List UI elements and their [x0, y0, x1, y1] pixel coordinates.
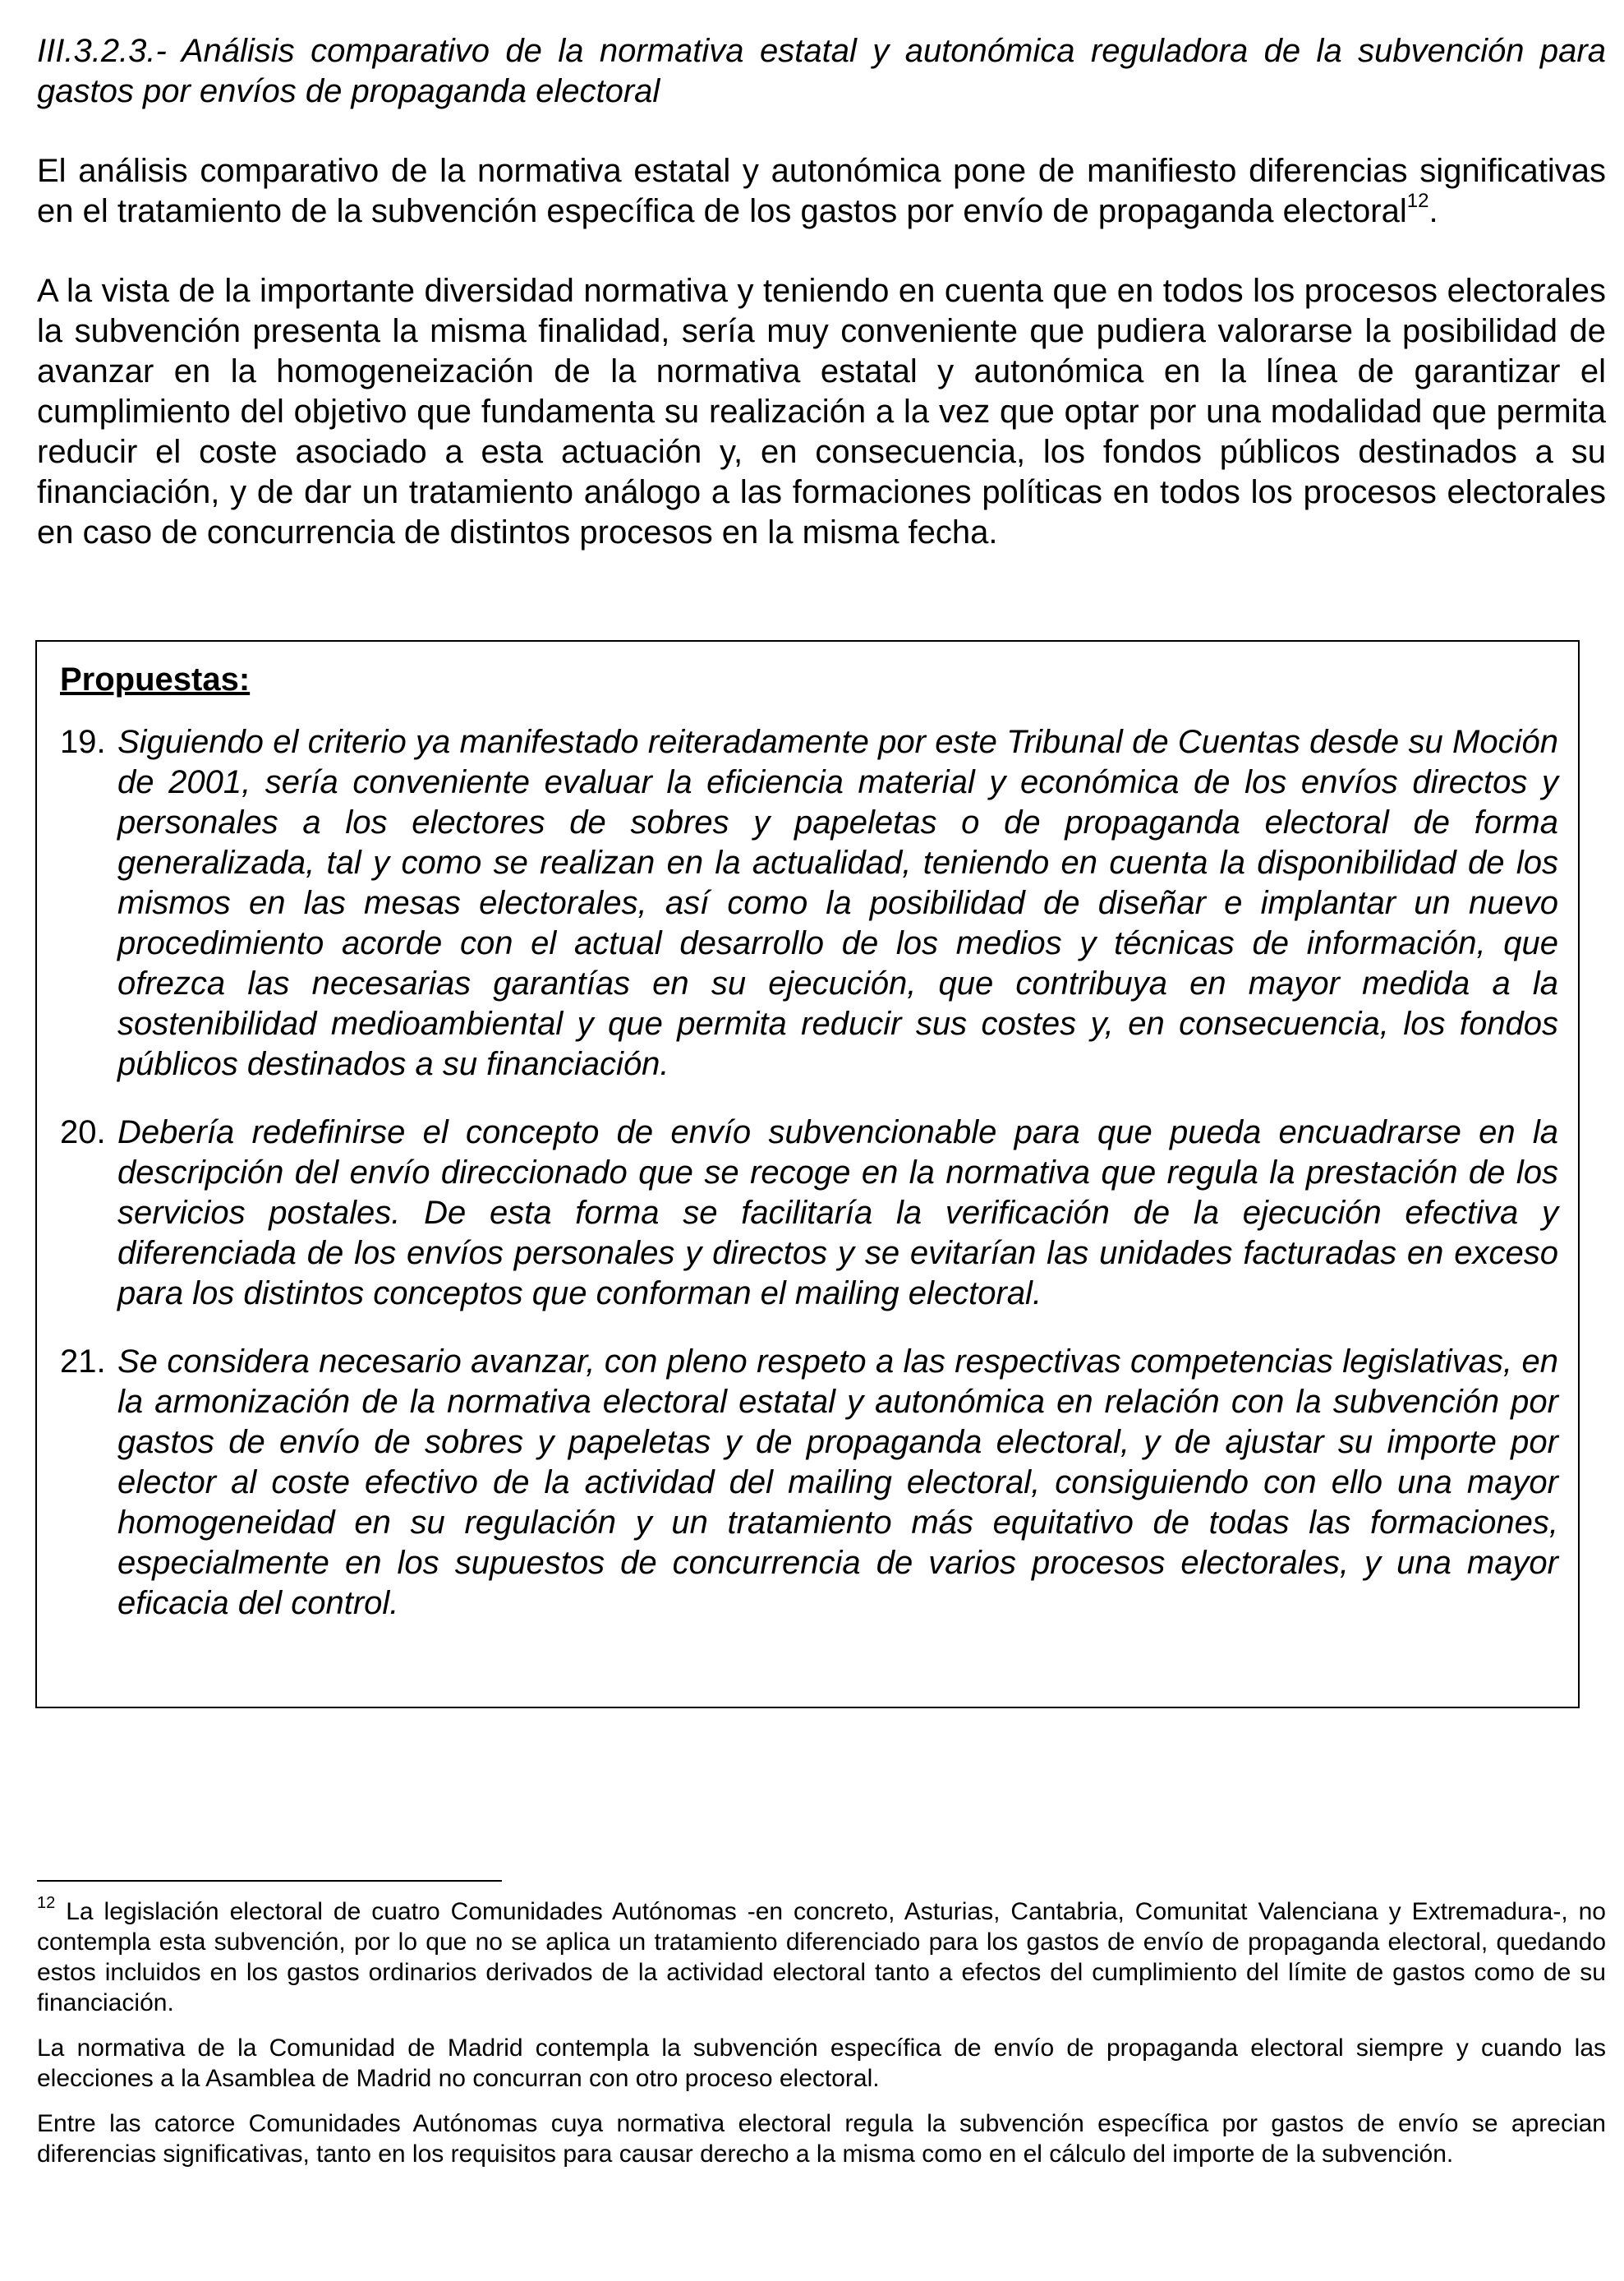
proposal-number: 19.	[60, 724, 106, 760]
paragraph-2: A la vista de la importante diversidad normativa y teniendo en cuenta que en todos los procesos electorales la subvención presenta la misma finalidad, sería muy conveniente que pudiera valorarse la posibilidad de avanzar en la homogeneización de la normativa estatal y autonómica en la línea de garantizar el cumplimiento del objetivo que fundamenta su realización a la vez que optar por una modalidad que permita reducir el coste asociado a esta actuación y, en consecuencia, los fondos públicos destinados a su financiación, y de dar un tratamiento análogo a las formaciones políticas en todos los procesos electorales en caso de concurrencia de distintos procesos en la misma fecha.	[37, 273, 1606, 551]
proposal-text: Se considera necesario avanzar, con pleno respeto a las respectivas competencias legislativas, en la armonización de la normativa electoral estatal y autonómica en relación con la subvención por gastos de envío de sobres y papeletas y de propaganda electoral, y de ajustar su importe por elector al coste efectivo de la actividad del mailing electoral, consiguiendo con ello una mayor homogeneidad en su regulación y un tratamiento más equitativo de todas las formaciones, especialmente en los supuestos de concurrencia de varios procesos electorales, y una mayor eficacia del control.	[117, 1343, 1558, 1621]
proposal-text: Siguiendo el criterio ya manifestado reiteradamente por este Tribunal de Cuentas desde su Moción de 2001, sería conveniente evaluar la eficiencia material y económica de los envíos directos y personales a los electores de sobres y papeletas o de propaganda electoral de forma generalizada, tal y como se realizan en la actualidad, teniendo en cuenta la disponibilidad de los mismos en las mesas electorales, así como la posibilidad de diseñar e implantar un nuevo procedimiento acorde con el actual desarrollo de los medios y técnicas de información, que ofrezca las necesarias garantías en su ejecución, que contribuya en mayor medida a la sostenibilidad medioambiental y que permita reducir sus costes y, en consecuencia, los fondos públicos destinados a su financiación.	[117, 724, 1558, 1082]
proposal-item-20	[60, 1113, 1558, 1314]
footnote-marker: 12	[37, 1894, 56, 1912]
proposals-title: Propuestas:	[60, 661, 251, 698]
footnote-separator	[37, 1880, 502, 1882]
proposal-item-19	[60, 722, 1558, 1085]
proposals-list	[60, 722, 1558, 1652]
footnotes-section	[37, 1896, 1606, 2184]
proposal-number: 20.	[60, 1114, 106, 1150]
footnote-12-text: La legislación electoral de cuatro Comunidades Autónomas -en concreto, Asturias, Cantabria, Comunitat Valenciana y Extremadura-, no contempla esta subvención, por lo que no se aplica un tratamiento diferenciado para los gastos de envío de propaganda electoral, quedando estos incluidos en los gastos ordinarios derivados de la actividad electoral tanto a efectos del cumplimiento del límite de gastos como de su financiación.	[37, 1898, 1606, 2016]
paragraph-1-end: .	[1428, 193, 1438, 229]
proposals-box	[35, 640, 1580, 1708]
document-page	[37, 31, 1606, 553]
footnote-12	[37, 1896, 1606, 2018]
paragraph-1-text: El análisis comparativo de la normativa estatal y autonómica pone de manifiesto diferencias significativas en el tratamiento de la subvención específica de los gastos por envío de propaganda electoral	[37, 153, 1606, 229]
section-heading	[37, 31, 1606, 112]
proposal-text: Debería redefinirse el concepto de envío subvencionable para que pueda encuadrarse en la descripción del envío direccionado que se recoge en la normativa que regula la prestación de los servicios postales. De esta forma se facilitaría la verificación de la ejecución efectiva y diferenciada de los envíos personales y directos y se evitarían las unidades facturadas en exceso para los distintos conceptos que conforman el mailing electoral.	[117, 1114, 1558, 1311]
footnote-paragraph-madrid: La normativa de la Comunidad de Madrid contempla la subvención específica de envío de propaganda electoral siempre y cuando las elecciones a la Asamblea de Madrid no concurran con otro proceso electoral.	[37, 2034, 1606, 2092]
proposal-item-21	[60, 1342, 1558, 1624]
section-number: III.3.2.3.-	[37, 33, 167, 69]
paragraph-1	[37, 151, 1606, 232]
footnote-reference[interactable]: 12	[1406, 189, 1429, 212]
footnote-paragraph-catorce: Entre las catorce Comunidades Autónomas cuya normativa electoral regula la subvención específica por gastos de envío se aprecian diferencias significativas, tanto en los requisitos para causar derecho a la misma como en el cálculo del importe de la subvención.	[37, 2110, 1606, 2168]
section-title: Análisis comparativo de la normativa estatal y autonómica reguladora de la subvención para gastos por envíos de propaganda electoral	[37, 33, 1606, 109]
proposal-number: 21.	[60, 1343, 106, 1380]
